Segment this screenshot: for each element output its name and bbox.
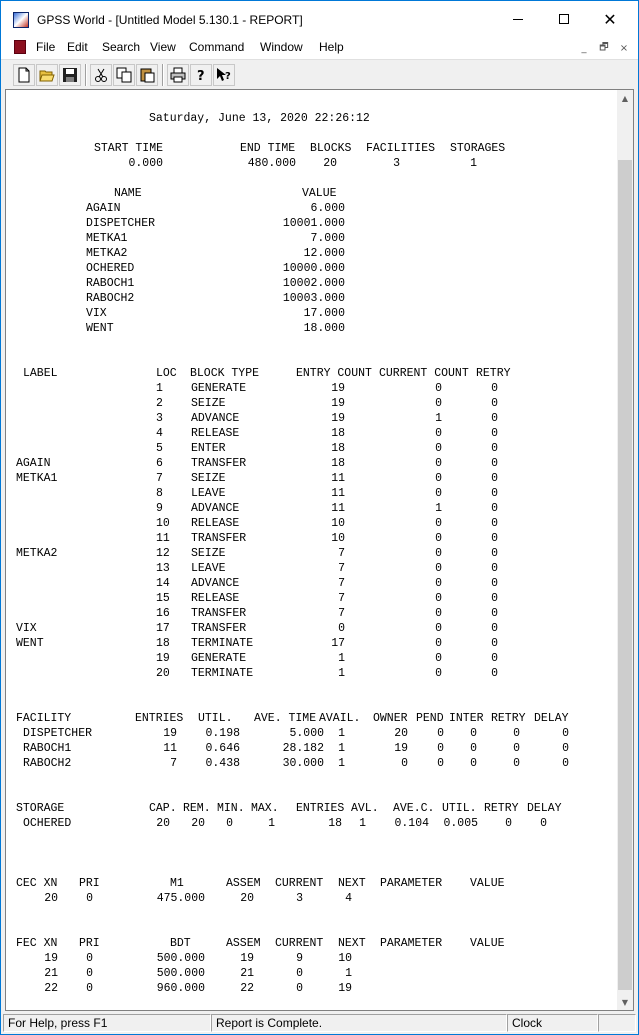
- maximize-button[interactable]: [541, 1, 587, 37]
- block-current-count: 0: [435, 472, 442, 485]
- facility-value: 0.646: [205, 742, 240, 755]
- summary-value: 3: [393, 157, 400, 170]
- fec-value: 500.000: [156, 967, 205, 980]
- save-button[interactable]: [59, 64, 81, 86]
- cut-button[interactable]: [90, 64, 112, 86]
- facility-header: OWNER: [373, 712, 408, 725]
- block-label: AGAIN: [16, 457, 51, 470]
- block-retry: 0: [491, 547, 498, 560]
- svg-text:?: ?: [197, 69, 205, 83]
- name-value: 18.000: [303, 322, 345, 335]
- block-type: ENTER: [191, 442, 226, 455]
- block-retry: 0: [491, 457, 498, 470]
- summary-header: STORAGES: [450, 142, 506, 155]
- facility-value: 30.000: [282, 757, 324, 770]
- block-entry-count: 1: [338, 652, 345, 665]
- block-current-count: 0: [435, 577, 442, 590]
- storage-header: REM.: [183, 802, 211, 815]
- paste-icon: [139, 67, 155, 83]
- block-type: RELEASE: [191, 427, 240, 440]
- facility-value: 0: [562, 757, 569, 770]
- block-loc: 3: [156, 412, 163, 425]
- block-entry-count: 19: [331, 412, 345, 425]
- facility-value: 7: [170, 757, 177, 770]
- new-icon: [16, 67, 32, 83]
- fec-value: 19: [338, 982, 352, 995]
- block-retry: 0: [491, 517, 498, 530]
- name-label: METKA2: [86, 247, 128, 260]
- block-loc: 16: [156, 607, 170, 620]
- cec-value: 3: [296, 892, 303, 905]
- block-entry-count: 18: [331, 427, 345, 440]
- context-help-button[interactable]: [213, 64, 235, 86]
- fec-value: 0: [296, 982, 303, 995]
- block-loc: 5: [156, 442, 163, 455]
- block-entry-count: 19: [331, 382, 345, 395]
- title-bar: [1, 1, 638, 37]
- facility-value: 11: [163, 742, 177, 755]
- storage-header: DELAY: [527, 802, 562, 815]
- block-type: TRANSFER: [191, 532, 247, 545]
- name-value: 10002.000: [282, 277, 345, 290]
- block-label: VIX: [16, 622, 37, 635]
- block-retry: 0: [491, 382, 498, 395]
- block-retry: 0: [491, 442, 498, 455]
- facility-value: 1: [338, 742, 345, 755]
- name-value: 10000.000: [282, 262, 345, 275]
- fec-value: 0: [86, 952, 93, 965]
- close-button[interactable]: [587, 1, 633, 37]
- block-retry: 0: [491, 592, 498, 605]
- block-type: RELEASE: [191, 517, 240, 530]
- fec-header: BDT: [170, 937, 191, 950]
- block-retry: 0: [491, 622, 498, 635]
- report-view: [5, 89, 634, 1011]
- fec-header: FEC XN: [16, 937, 58, 950]
- block-retry: 0: [491, 652, 498, 665]
- block-current-count: 1: [435, 412, 442, 425]
- block-current-count: 0: [435, 592, 442, 605]
- blocks-header: RETRY: [476, 367, 511, 380]
- storage-value: 20: [191, 817, 205, 830]
- name-value: 6.000: [310, 202, 345, 215]
- facility-value: 0.198: [205, 727, 240, 740]
- block-loc: 17: [156, 622, 170, 635]
- block-entry-count: 7: [338, 592, 345, 605]
- storage-name: OCHERED: [23, 817, 72, 830]
- status-help-text: For Help, press F1: [3, 1014, 211, 1032]
- block-type: SEIZE: [191, 547, 226, 560]
- block-type: TERMINATE: [191, 637, 254, 650]
- facility-value: 0: [470, 727, 477, 740]
- document-icon[interactable]: [14, 40, 26, 54]
- block-current-count: 0: [435, 547, 442, 560]
- context-help-icon: [216, 67, 232, 83]
- facility-value: 1: [338, 727, 345, 740]
- storage-header: ENTRIES: [296, 802, 345, 815]
- block-entry-count: 10: [331, 517, 345, 530]
- menu-bar: [1, 37, 638, 59]
- mdi-restore-button[interactable]: 🗗: [599, 41, 609, 53]
- mdi-minimize-button[interactable]: _: [581, 42, 587, 54]
- menu-help[interactable]: Help: [319, 40, 344, 54]
- block-loc: 12: [156, 547, 170, 560]
- cec-header: CEC XN: [16, 877, 58, 890]
- fec-value: 1: [345, 967, 352, 980]
- gpss-app-icon[interactable]: [13, 12, 29, 28]
- maximize-icon: [559, 14, 569, 24]
- block-current-count: 0: [435, 532, 442, 545]
- name-value: 12.000: [303, 247, 345, 260]
- block-loc: 11: [156, 532, 170, 545]
- fec-value: 22: [240, 982, 254, 995]
- block-retry: 0: [491, 502, 498, 515]
- status-message: Report is Complete.: [211, 1014, 507, 1032]
- block-entry-count: 18: [331, 442, 345, 455]
- facility-value: 0: [470, 742, 477, 755]
- block-current-count: 0: [435, 457, 442, 470]
- fec-value: 19: [44, 952, 58, 965]
- blocks-header: LOC: [156, 367, 177, 380]
- cec-header: M1: [170, 877, 184, 890]
- help-icon: [193, 67, 209, 83]
- block-type: GENERATE: [191, 652, 247, 665]
- block-current-count: 0: [435, 607, 442, 620]
- toolbar-separator: [162, 64, 164, 86]
- fec-header: VALUE: [470, 937, 505, 950]
- block-entry-count: 7: [338, 547, 345, 560]
- scroll-down-button[interactable]: ▼: [621, 997, 629, 1007]
- block-retry: 0: [491, 487, 498, 500]
- facility-header: AVE. TIME: [254, 712, 317, 725]
- facility-value: 0: [470, 757, 477, 770]
- facility-value: 19: [394, 742, 408, 755]
- facility-value: 0: [513, 757, 520, 770]
- fec-header: NEXT: [338, 937, 366, 950]
- summary-value: 20: [323, 157, 337, 170]
- scroll-thumb[interactable]: [618, 160, 632, 990]
- fec-value: 0: [86, 982, 93, 995]
- fec-value: 500.000: [156, 952, 205, 965]
- facility-value: 1: [338, 757, 345, 770]
- print-icon: [170, 67, 186, 83]
- facility-header: ENTRIES: [135, 712, 184, 725]
- fec-value: 9: [296, 952, 303, 965]
- block-current-count: 0: [435, 442, 442, 455]
- save-icon: [62, 67, 78, 83]
- name-label: METKA1: [86, 232, 128, 245]
- block-retry: 0: [491, 577, 498, 590]
- storage-header: AVL.: [351, 802, 379, 815]
- fec-value: 0: [86, 967, 93, 980]
- storage-header: STORAGE: [16, 802, 65, 815]
- close-icon: ✕: [603, 9, 617, 29]
- name-value: 10001.000: [282, 217, 345, 230]
- facility-value: 0: [562, 742, 569, 755]
- block-retry: 0: [491, 607, 498, 620]
- status-clock: Clock: [507, 1014, 598, 1032]
- fec-value: 10: [338, 952, 352, 965]
- summary-value: 480.000: [247, 157, 296, 170]
- block-loc: 7: [156, 472, 163, 485]
- fec-header: PARAMETER: [380, 937, 443, 950]
- print-button[interactable]: [167, 64, 189, 86]
- block-type: ADVANCE: [191, 577, 240, 590]
- block-retry: 0: [491, 667, 498, 680]
- block-retry: 0: [491, 532, 498, 545]
- new-button[interactable]: [13, 64, 35, 86]
- block-loc: 1: [156, 382, 163, 395]
- paste-button[interactable]: [136, 64, 158, 86]
- name-label: DISPETCHER: [86, 217, 156, 230]
- block-type: TERMINATE: [191, 667, 254, 680]
- names-header: NAME: [114, 187, 142, 200]
- toolbar: [1, 59, 638, 89]
- block-type: TRANSFER: [191, 607, 247, 620]
- block-entry-count: 11: [331, 487, 345, 500]
- storage-value: 0: [226, 817, 233, 830]
- facility-value: 28.182: [282, 742, 324, 755]
- cut-icon: [93, 67, 109, 83]
- facility-value: 0: [513, 727, 520, 740]
- name-label: RABOCH1: [86, 277, 135, 290]
- cec-header: PARAMETER: [380, 877, 443, 890]
- summary-header: START TIME: [94, 142, 164, 155]
- block-type: LEAVE: [191, 487, 226, 500]
- block-type: RELEASE: [191, 592, 240, 605]
- block-retry: 0: [491, 412, 498, 425]
- storage-value: 0: [540, 817, 547, 830]
- facility-value: 0: [437, 727, 444, 740]
- svg-text:?: ?: [225, 71, 231, 82]
- block-entry-count: 11: [331, 472, 345, 485]
- vertical-scrollbar[interactable]: [617, 90, 633, 1010]
- storage-header: UTIL.: [442, 802, 477, 815]
- storage-header: MIN.: [217, 802, 245, 815]
- facility-value: 19: [163, 727, 177, 740]
- storage-header: RETRY: [484, 802, 519, 815]
- storage-header: AVE.C.: [393, 802, 435, 815]
- block-current-count: 0: [435, 517, 442, 530]
- storage-value: 18: [328, 817, 342, 830]
- name-value: 10003.000: [282, 292, 345, 305]
- block-type: ADVANCE: [191, 502, 240, 515]
- blocks-header: ENTRY COUNT: [296, 367, 372, 380]
- block-entry-count: 7: [338, 562, 345, 575]
- report-date: Saturday, June 13, 2020 22:26:12: [149, 112, 370, 125]
- status-bar: [1, 1012, 638, 1034]
- block-current-count: 0: [435, 487, 442, 500]
- storage-value: 1: [359, 817, 366, 830]
- name-label: OCHERED: [86, 262, 135, 275]
- name-label: RABOCH2: [86, 292, 135, 305]
- block-entry-count: 11: [331, 502, 345, 515]
- fec-header: PRI: [79, 937, 100, 950]
- facility-value: 0: [437, 742, 444, 755]
- summary-value: 0.000: [128, 157, 163, 170]
- block-entry-count: 10: [331, 532, 345, 545]
- block-loc: 4: [156, 427, 163, 440]
- report-content[interactable]: [6, 90, 617, 1010]
- block-current-count: 1: [435, 502, 442, 515]
- fec-value: 22: [44, 982, 58, 995]
- block-loc: 20: [156, 667, 170, 680]
- facility-name: DISPETCHER: [23, 727, 93, 740]
- block-retry: 0: [491, 397, 498, 410]
- facility-value: 0: [562, 727, 569, 740]
- names-header: VALUE: [302, 187, 337, 200]
- blocks-header: LABEL: [23, 367, 58, 380]
- storage-value: 0.005: [443, 817, 478, 830]
- name-label: WENT: [86, 322, 114, 335]
- facility-value: 0: [437, 757, 444, 770]
- block-current-count: 0: [435, 427, 442, 440]
- block-loc: 8: [156, 487, 163, 500]
- block-entry-count: 7: [338, 607, 345, 620]
- block-type: LEAVE: [191, 562, 226, 575]
- block-type: SEIZE: [191, 397, 226, 410]
- facility-value: 20: [394, 727, 408, 740]
- cec-header: PRI: [79, 877, 100, 890]
- facility-value: 0.438: [205, 757, 240, 770]
- cec-value: 20: [240, 892, 254, 905]
- block-loc: 10: [156, 517, 170, 530]
- block-loc: 19: [156, 652, 170, 665]
- storage-value: 0: [505, 817, 512, 830]
- cec-value: 475.000: [156, 892, 205, 905]
- cec-value: 20: [44, 892, 58, 905]
- facility-header: DELAY: [534, 712, 569, 725]
- storage-value: 0.104: [394, 817, 429, 830]
- block-current-count: 0: [435, 637, 442, 650]
- summary-header: BLOCKS: [310, 142, 352, 155]
- block-loc: 9: [156, 502, 163, 515]
- block-current-count: 0: [435, 667, 442, 680]
- facility-header: FACILITY: [16, 712, 72, 725]
- block-loc: 18: [156, 637, 170, 650]
- facility-header: AVAIL.: [319, 712, 361, 725]
- menu-edit[interactable]: Edit: [67, 40, 88, 54]
- name-value: 7.000: [310, 232, 345, 245]
- block-entry-count: 7: [338, 577, 345, 590]
- minimize-button[interactable]: [495, 1, 541, 37]
- facility-header: PEND: [416, 712, 444, 725]
- block-label: WENT: [16, 637, 44, 650]
- summary-header: END TIME: [240, 142, 296, 155]
- window-title: GPSS World - [Untitled Model 5.130.1 - REPORT]: [37, 13, 303, 27]
- help-button[interactable]: [190, 64, 212, 86]
- open-icon: [39, 67, 55, 83]
- minimize-icon: [513, 19, 523, 20]
- cec-header: ASSEM: [226, 877, 261, 890]
- cec-value: 0: [86, 892, 93, 905]
- fec-value: 19: [240, 952, 254, 965]
- block-type: TRANSFER: [191, 457, 247, 470]
- block-type: GENERATE: [191, 382, 247, 395]
- name-label: VIX: [86, 307, 107, 320]
- block-current-count: 0: [435, 397, 442, 410]
- block-loc: 13: [156, 562, 170, 575]
- facility-name: RABOCH2: [23, 757, 72, 770]
- facility-header: RETRY: [491, 712, 526, 725]
- block-loc: 6: [156, 457, 163, 470]
- block-current-count: 0: [435, 562, 442, 575]
- block-label: METKA1: [16, 472, 58, 485]
- cec-header: VALUE: [470, 877, 505, 890]
- block-entry-count: 18: [331, 457, 345, 470]
- facility-value: 0: [513, 742, 520, 755]
- menu-search[interactable]: Search: [102, 40, 141, 54]
- fec-header: CURRENT: [275, 937, 324, 950]
- menu-view[interactable]: View: [150, 40, 176, 54]
- status-extra-pane: [598, 1014, 636, 1032]
- open-button[interactable]: [36, 64, 58, 86]
- copy-button[interactable]: [113, 64, 135, 86]
- facility-value: 5.000: [289, 727, 324, 740]
- block-current-count: 0: [435, 382, 442, 395]
- block-retry: 0: [491, 472, 498, 485]
- cec-value: 4: [345, 892, 352, 905]
- block-loc: 2: [156, 397, 163, 410]
- facility-header: UTIL.: [198, 712, 233, 725]
- summary-header: FACILITIES: [366, 142, 436, 155]
- block-current-count: 0: [435, 622, 442, 635]
- fec-header: ASSEM: [226, 937, 261, 950]
- name-value: 17.000: [303, 307, 345, 320]
- storage-header: CAP.: [149, 802, 177, 815]
- mdi-close-button[interactable]: ×: [619, 42, 629, 54]
- copy-icon: [116, 67, 132, 83]
- blocks-header: BLOCK TYPE: [190, 367, 260, 380]
- storage-value: 1: [268, 817, 275, 830]
- facility-value: 0: [401, 757, 408, 770]
- cec-header: CURRENT: [275, 877, 324, 890]
- block-type: TRANSFER: [191, 622, 247, 635]
- block-entry-count: 1: [338, 667, 345, 680]
- fec-value: 21: [240, 967, 254, 980]
- facility-header: INTER: [449, 712, 484, 725]
- name-label: AGAIN: [86, 202, 121, 215]
- storage-value: 20: [156, 817, 170, 830]
- block-loc: 14: [156, 577, 170, 590]
- menu-command[interactable]: Command: [189, 40, 245, 54]
- block-current-count: 0: [435, 652, 442, 665]
- block-entry-count: 19: [331, 397, 345, 410]
- block-type: SEIZE: [191, 472, 226, 485]
- block-retry: 0: [491, 637, 498, 650]
- scroll-up-button[interactable]: ▲: [621, 93, 629, 103]
- menu-window[interactable]: Window: [260, 40, 303, 54]
- fec-value: 0: [296, 967, 303, 980]
- summary-value: 1: [470, 157, 477, 170]
- block-entry-count: 17: [331, 637, 345, 650]
- block-entry-count: 0: [338, 622, 345, 635]
- block-loc: 15: [156, 592, 170, 605]
- storage-header: MAX.: [251, 802, 279, 815]
- fec-value: 960.000: [156, 982, 205, 995]
- cec-header: NEXT: [338, 877, 366, 890]
- block-retry: 0: [491, 562, 498, 575]
- toolbar-separator: [85, 64, 87, 86]
- facility-name: RABOCH1: [23, 742, 72, 755]
- menu-file[interactable]: File: [36, 40, 56, 54]
- block-label: METKA2: [16, 547, 58, 560]
- fec-value: 21: [44, 967, 58, 980]
- block-type: ADVANCE: [191, 412, 240, 425]
- blocks-header: CURRENT COUNT: [379, 367, 469, 380]
- block-retry: 0: [491, 427, 498, 440]
